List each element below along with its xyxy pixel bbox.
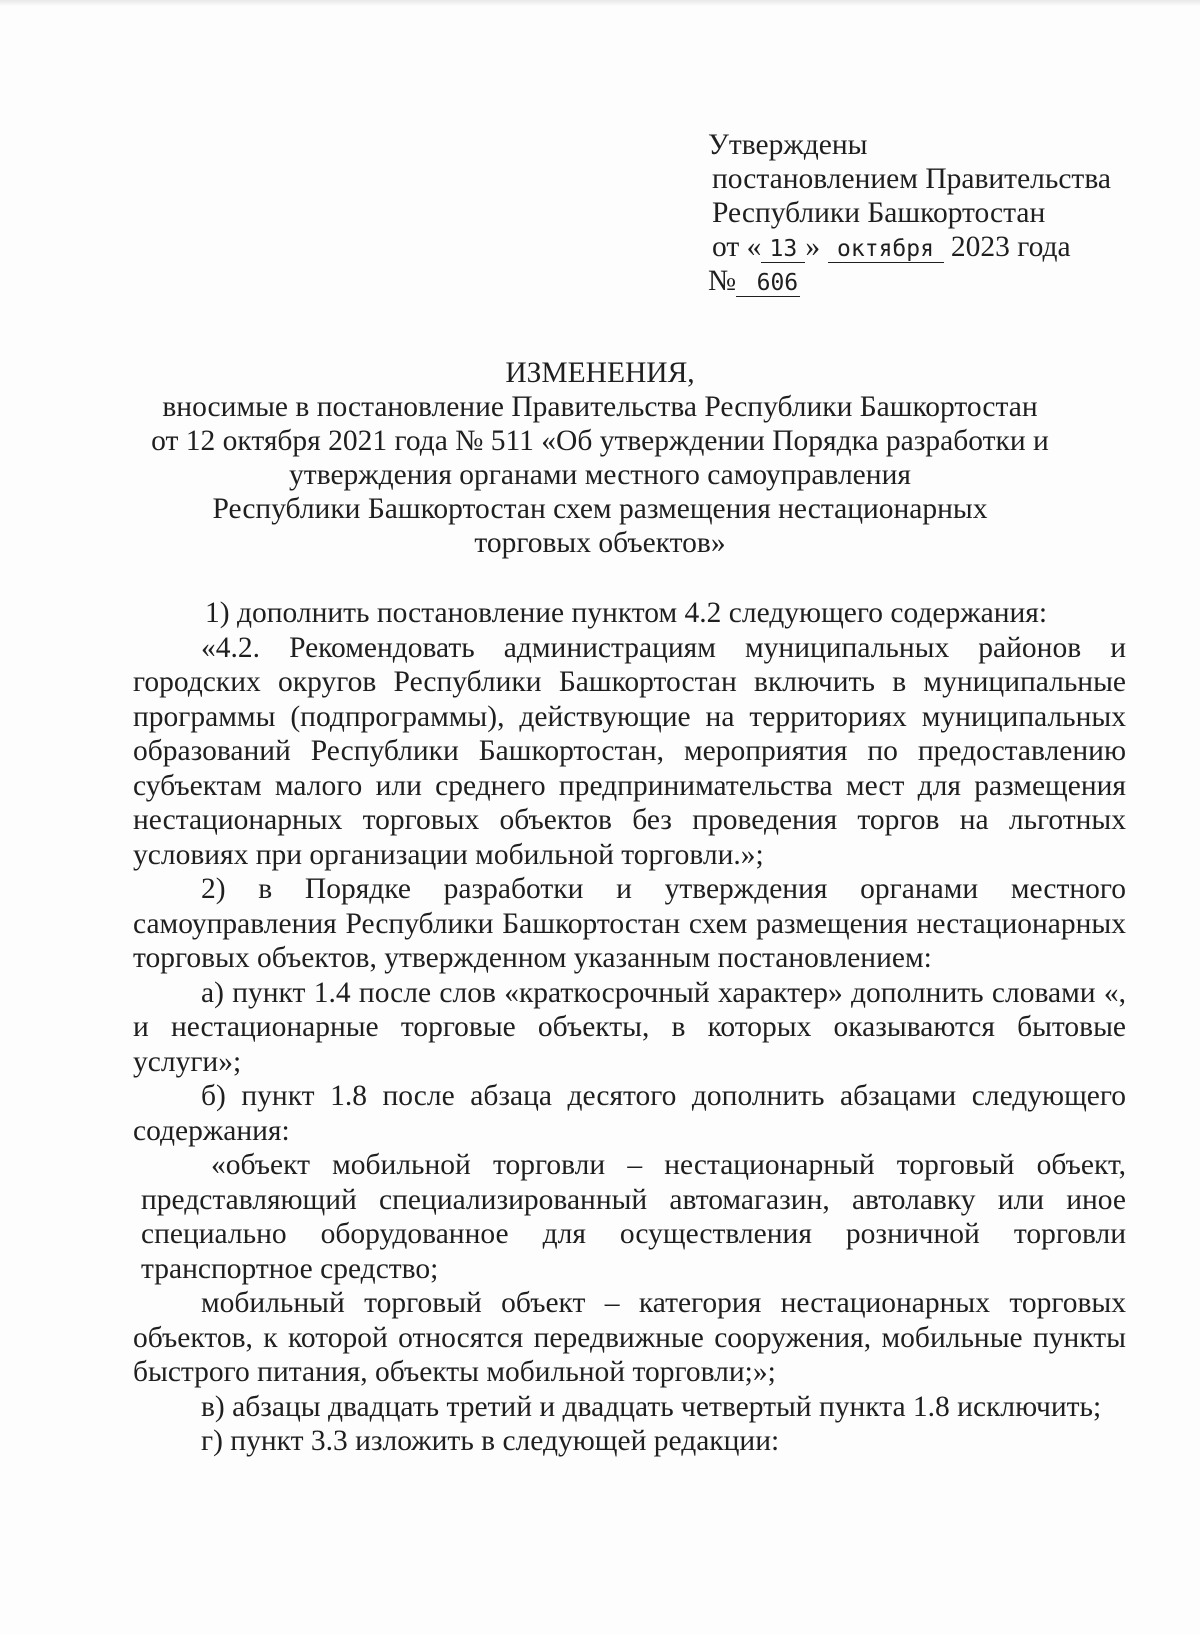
date-prefix: от «: [712, 231, 762, 263]
date-suffix: 2023 года: [950, 231, 1071, 263]
document-number: 606: [736, 270, 800, 297]
title-heading: ИЗМЕНЕНИЯ,: [505, 357, 695, 389]
approval-line-1: Утверждены: [708, 129, 868, 161]
document-body: [133, 596, 1126, 1459]
scan-edge: [0, 0, 1200, 6]
approval-date-line: [708, 230, 1111, 264]
paragraph-1: 1) дополнить постановление пунктом 4.2 следующего содержания:: [205, 597, 1048, 629]
paragraph-6: «объект мобильной торговли – нестационарный торговый объект, представляющий специализированный автомагазин, автолавку или иное специально оборудованное для осуществления розничной торговли транспортное средство;: [141, 1149, 1126, 1285]
title-line-3: утверждения органами местного самоуправления: [289, 459, 911, 491]
paragraph-7: мобильный торговый объект – категория нестационарных торговых объектов, к которой относятся передвижные сооружения, мобильные пункты быстрого питания, объекты мобильной торговли;»;: [133, 1287, 1126, 1388]
approval-stamp-block: [708, 128, 1111, 298]
paragraph-9: г) пункт 3.3 изложить в следующей редакции:: [201, 1425, 780, 1457]
approval-line-3: Республики Башкортостан: [712, 197, 1046, 229]
approval-line-2: постановлением Правительства: [712, 163, 1111, 195]
date-day: 13: [761, 236, 805, 263]
document-title: [150, 356, 1050, 560]
title-line-2: от 12 октября 2021 года № 511 «Об утверждении Порядка разработки и: [151, 425, 1049, 457]
approval-number-line: [708, 264, 1111, 298]
paragraph-4: а) пункт 1.4 после слов «краткосрочный характер» дополнить словами «, и нестационарные торговые объекты, в которых оказываются бытовые услуги»;: [133, 976, 1126, 1078]
title-line-1: вносимые в постановление Правительства Республики Башкортостан: [162, 391, 1038, 423]
number-prefix: №: [708, 265, 737, 297]
title-line-5: торговых объектов»: [474, 527, 726, 559]
paragraph-5: б) пункт 1.8 после абзаца десятого дополнить абзацами следующего содержания:: [133, 1080, 1126, 1147]
date-month: октября: [828, 236, 944, 263]
date-mid: »: [805, 231, 821, 263]
paragraph-3: 2) в Порядке разработки и утверждения органами местного самоуправления Республики Башкортостан схем размещения нестационарных торговых объектов, утвержденном указанным постановлением:: [133, 873, 1126, 974]
title-line-4: Республики Башкортостан схем размещения нестационарных: [212, 493, 988, 525]
paragraph-8: в) абзацы двадцать третий и двадцать четвертый пункта 1.8 исключить;: [201, 1390, 1102, 1423]
paragraph-2: «4.2. Рекомендовать администрациям муниципальных районов и городских округов Республики Башкортостан включить в муниципальные программы (подпрограммы), действующие на территориях муниципальных образований Республики Башкортостан, мероприятия по предоставлению субъектам малого или среднего предпринимательства мест для размещения нестационарных торговых объектов без проведения торгов на льготных условиях при организации мобильной торговли.»;: [133, 631, 1126, 871]
